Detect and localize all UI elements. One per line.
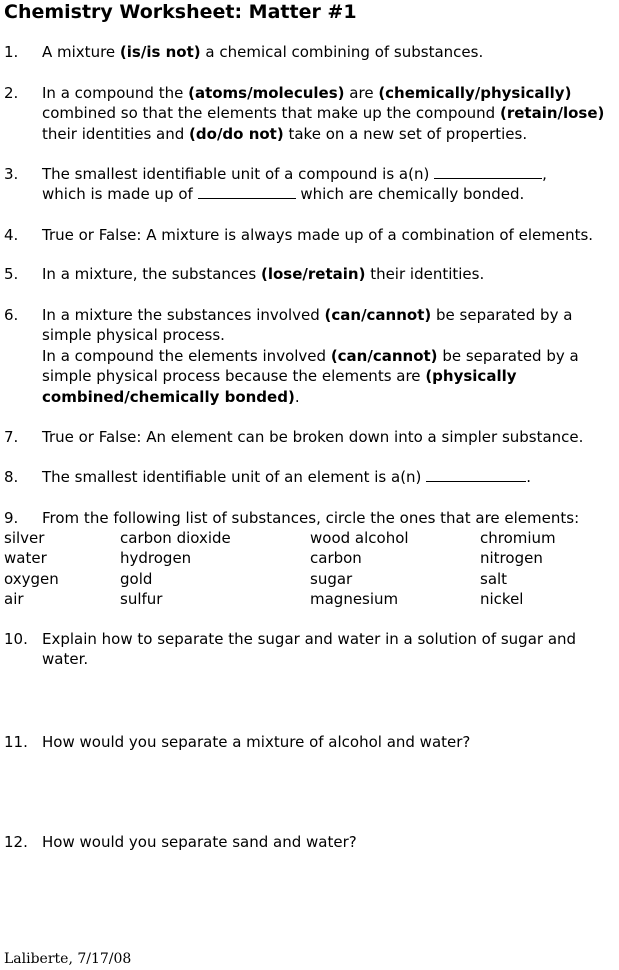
- question-number: 4.: [4, 226, 19, 244]
- substance-item[interactable]: water: [4, 549, 47, 568]
- question-text: True or False: A mixture is always made up of a combination of elements.: [42, 226, 594, 244]
- substance-list: [4, 528, 616, 610]
- substance-item[interactable]: wood alcohol: [310, 529, 409, 547]
- question-10: [4, 629, 616, 670]
- question-text: How would you separate a mixture of alcohol and water?: [42, 733, 471, 751]
- substance-item[interactable]: magnesium: [310, 590, 399, 609]
- answer-blank[interactable]: [198, 184, 296, 199]
- substance-item[interactable]: carbon: [310, 549, 362, 568]
- substance-item[interactable]: gold: [120, 569, 153, 588]
- question-number: 11.: [4, 733, 28, 751]
- question-8: [4, 467, 616, 487]
- answer-blank[interactable]: [426, 467, 526, 482]
- substance-item[interactable]: nitrogen: [480, 549, 543, 568]
- substance-item[interactable]: salt: [480, 569, 508, 588]
- question-text: A mixture (is/is not) a chemical combining of substances.: [42, 43, 484, 61]
- question-number: 2.: [4, 84, 19, 102]
- substance-item[interactable]: oxygen: [4, 569, 59, 588]
- question-number: 3.: [4, 165, 19, 183]
- question-3: [4, 164, 616, 205]
- question-7: [4, 427, 616, 447]
- question-text: From the following list of substances, circle the ones that are elements:: [42, 509, 580, 527]
- question-number: 12.: [4, 833, 28, 851]
- question-text: The smallest identifiable unit of an element is a(n) .: [42, 468, 531, 486]
- question-number: 8.: [4, 468, 19, 486]
- substance-item[interactable]: nickel: [480, 590, 524, 609]
- substance-item[interactable]: hydrogen: [120, 549, 192, 568]
- question-number: 6.: [4, 306, 19, 324]
- substance-item[interactable]: air: [4, 590, 24, 609]
- question-text: Explain how to separate the sugar and water in a solution of sugar and water.: [42, 630, 577, 669]
- footer-author-date: Laliberte, 7/17/08: [4, 951, 132, 967]
- substance-item[interactable]: sulfur: [120, 590, 163, 609]
- substance-item[interactable]: chromium: [480, 529, 556, 547]
- question-11: [4, 732, 616, 752]
- question-2: [4, 83, 616, 144]
- question-1: [4, 42, 616, 62]
- question-4: [4, 225, 616, 245]
- question-number: 7.: [4, 428, 19, 446]
- question-number: 1.: [4, 43, 19, 61]
- question-text: True or False: An element can be broken down into a simpler substance.: [42, 428, 584, 446]
- answer-blank[interactable]: [434, 164, 542, 179]
- question-number: 5.: [4, 265, 19, 283]
- question-5: [4, 264, 616, 284]
- question-number: 10.: [4, 630, 28, 648]
- substance-item[interactable]: sugar: [310, 569, 353, 588]
- question-text: In a compound the (atoms/molecules) are (chemically/physically) combined so that the elements that make up the compound (retain/lose) their identities and (do/do not) take on a new set of properties.: [42, 84, 605, 143]
- question-12: [4, 832, 616, 852]
- question-text: How would you separate sand and water?: [42, 833, 357, 851]
- question-text: The smallest identifiable unit of a compound is a(n) , which is made up of which are chemically bonded.: [42, 165, 547, 204]
- question-text: In a mixture, the substances (lose/retain) their identities.: [42, 265, 485, 283]
- question-text: In a mixture the substances involved (can/cannot) be separated by a simple physical process. In a compound the elements involved (can/cannot) be separated by a simple physical process because the elements are (physically combined/chemically bonded).: [42, 306, 579, 406]
- substance-item[interactable]: carbon dioxide: [120, 529, 231, 547]
- question-6: [4, 305, 616, 407]
- question-number: 9.: [4, 509, 19, 527]
- worksheet-title: Chemistry Worksheet: Matter #1: [4, 1, 357, 23]
- substance-item[interactable]: silver: [4, 529, 45, 547]
- question-9: [4, 508, 616, 528]
